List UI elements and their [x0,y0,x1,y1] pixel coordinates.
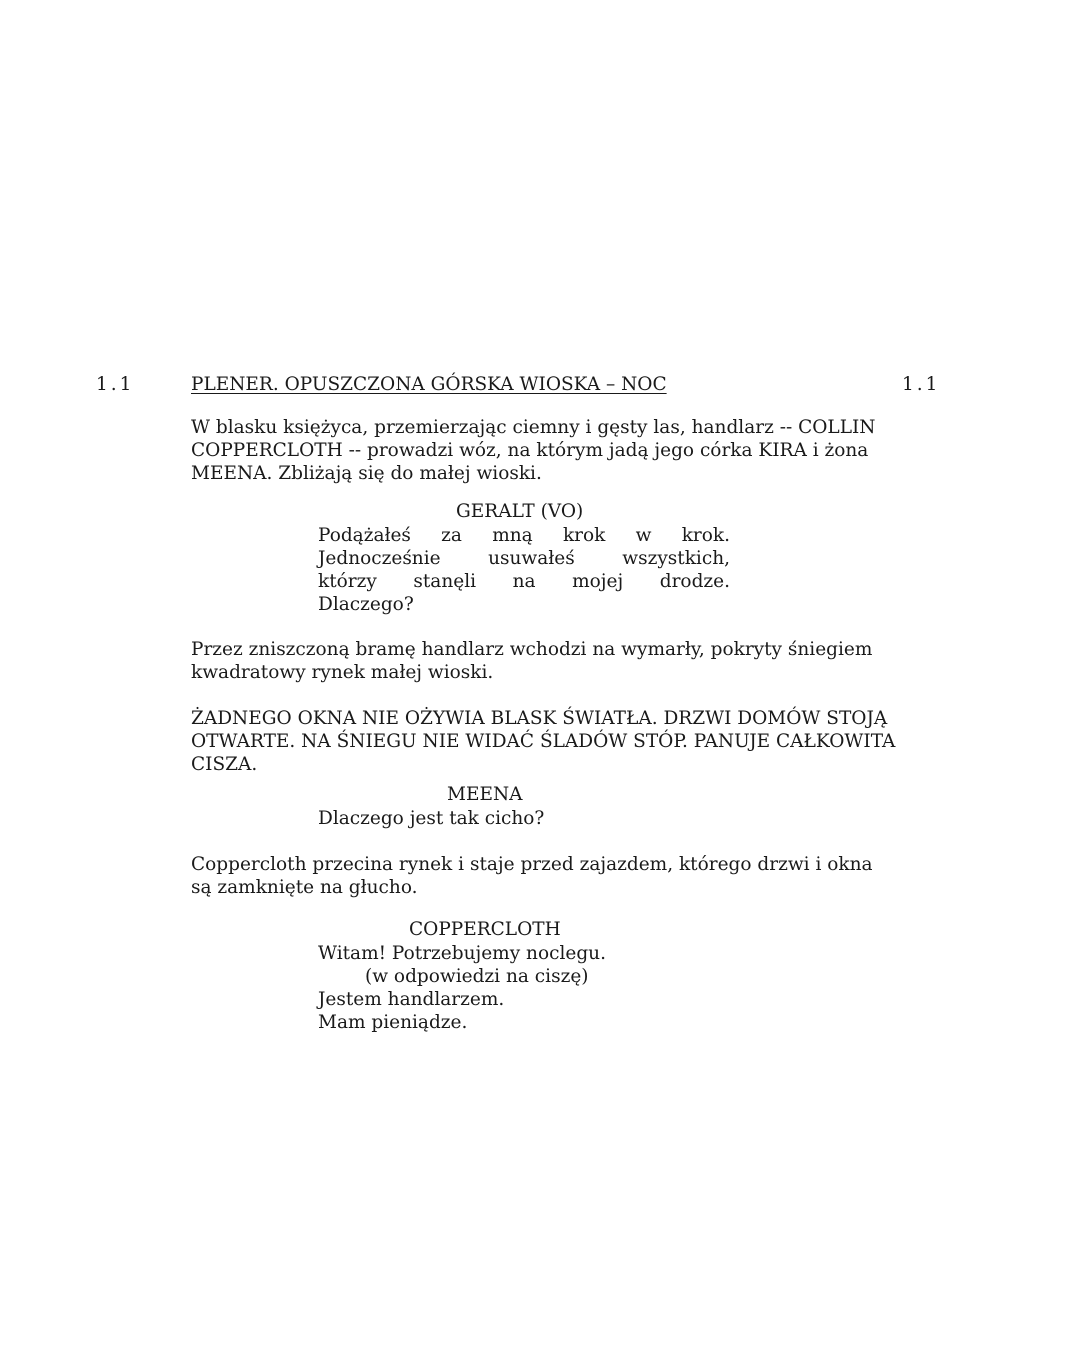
dialogue-line: Dlaczego jest tak cicho? [318,808,545,829]
action-block-4 [191,853,936,899]
dialogue-block-geralt [318,524,730,616]
character-name-meena: MEENA [447,784,523,805]
action-line: są zamknięte na głucho. [191,877,418,898]
action-line: Coppercloth przecina rynek i staje przed zajazdem, którego drzwi i okna [191,854,873,875]
action-line: W blasku księżyca, przemierzając ciemny i gęsty las, handlarz -- COLLIN [191,417,876,438]
action-line: kwadratowy rynek małej wioski. [191,662,494,683]
dialogue-line: Mam pieniądze. [318,1012,468,1033]
action-line: CISZA. [191,754,258,775]
parenthetical: (w odpowiedzi na ciszę) [365,966,589,987]
character-name-coppercloth: COPPERCLOTH [409,919,561,940]
scene-number-left: 1.1 [96,374,135,395]
action-line: COPPERCLOTH -- prowadzi wóz, na którym jadą jego córka KIRA i żona [191,440,869,461]
action-block-2 [191,638,936,684]
dialogue-line: Jednocześnie usuwałeś wszystkich, [318,548,730,569]
dialogue-block-meena [318,807,730,830]
action-block-3 [191,707,936,776]
action-block-1 [191,416,936,485]
action-line: Przez zniszczoną bramę handlarz wchodzi na wymarły, pokryty śniegiem [191,639,873,660]
dialogue-line: Jestem handlarzem. [318,989,505,1010]
dialogue-line: Dlaczego? [318,594,414,615]
dialogue-line: którzy stanęli na mojej drodze. [318,571,730,592]
scene-number-right: 1.1 [902,374,941,395]
action-line: ŻADNEGO OKNA NIE OŻYWIA BLASK ŚWIATŁA. DRZWI DOMÓW STOJĄ [191,708,888,729]
dialogue-line: Podążałeś za mną krok w krok. [318,525,730,546]
action-line: MEENA. Zbliżają się do małej wioski. [191,463,542,484]
action-line: OTWARTE. NA ŚNIEGU NIE WIDAĆ ŚLADÓW STÓP. PANUJE CAŁKOWITA [191,731,896,752]
dialogue-block-coppercloth [318,942,730,1034]
character-name-geralt: GERALT (VO) [456,501,584,522]
dialogue-line: Witam! Potrzebujemy noclegu. [318,943,606,964]
scene-heading: PLENER. OPUSZCZONA GÓRSKA WIOSKA – NOC [191,374,667,395]
